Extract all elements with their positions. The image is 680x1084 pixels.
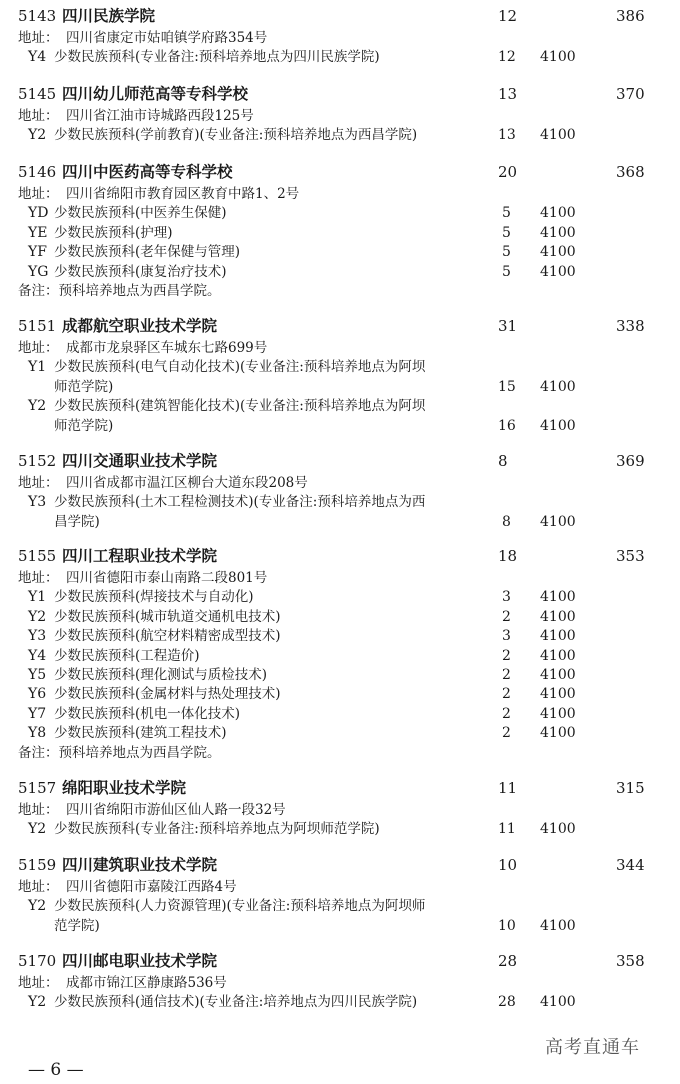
school-address: [0, 568, 680, 588]
school-note: [0, 743, 680, 763]
school-address: [0, 338, 680, 358]
school-header: [0, 6, 680, 26]
school-name: 四川建筑职业技术学院: [62, 856, 218, 874]
watermark: 高考直通车: [545, 1037, 640, 1058]
major-code: Y2: [28, 398, 47, 415]
school-address: [0, 28, 680, 48]
major-tuition: 4100: [540, 513, 576, 530]
major-row: [0, 512, 680, 532]
major-name: 少数民族预科(建筑智能化技术)(专业备注:预科培养地点为阿坝: [54, 398, 426, 415]
school-address: [0, 106, 680, 126]
school-plan-count: 12: [498, 7, 518, 25]
school-plan-count: 13: [498, 85, 518, 103]
major-row: [0, 607, 680, 627]
major-plan-count: 13: [498, 127, 516, 144]
address-label: 地址：: [18, 340, 59, 356]
major-name: 少数民族预科(金属材料与热处理技术): [54, 686, 281, 703]
major-name: 师范学院): [54, 417, 114, 434]
school-header: [0, 778, 680, 798]
major-row: [0, 396, 680, 416]
major-name: 少数民族预科(中医养生保健): [54, 205, 227, 222]
major-plan-count: 5: [502, 263, 511, 280]
school-min-score: 315: [616, 779, 645, 797]
major-name: 师范学院): [54, 378, 114, 395]
school-name: 成都航空职业技术学院: [62, 317, 218, 335]
school-min-score: 368: [616, 163, 645, 181]
major-tuition: 4100: [540, 589, 576, 606]
major-plan-count: 12: [498, 49, 516, 66]
major-row: [0, 646, 680, 666]
school-code: 5157: [18, 779, 57, 797]
school-min-score: 386: [616, 7, 645, 25]
major-tuition: 4100: [540, 647, 576, 664]
school-code: 5151: [18, 317, 57, 335]
school-address: [0, 473, 680, 493]
major-code: Y3: [28, 494, 47, 511]
major-tuition: 4100: [540, 917, 576, 934]
major-code: Y2: [28, 821, 47, 838]
note-text: 备注：预科培养地点为西昌学院。: [18, 283, 221, 299]
major-plan-count: 5: [502, 205, 511, 222]
major-code: Y2: [28, 127, 47, 144]
major-plan-count: 5: [502, 224, 511, 241]
major-tuition: 4100: [540, 608, 576, 625]
major-tuition: 4100: [540, 205, 576, 222]
address-value: 四川省绵阳市游仙区仙人路一段32号: [66, 802, 286, 818]
major-code: Y4: [28, 49, 47, 66]
major-name: 少数民族预科(理化测试与质检技术): [54, 667, 268, 683]
major-row: [0, 357, 680, 377]
address-value: 成都市龙泉驿区车城东七路699号: [66, 340, 268, 356]
major-plan-count: 3: [502, 589, 511, 606]
major-plan-count: 2: [502, 686, 511, 703]
major-row: [0, 665, 680, 685]
major-tuition: 4100: [540, 49, 576, 66]
major-row: [0, 203, 680, 223]
address-value: 四川省成都市温江区柳台大道东段208号: [66, 475, 308, 491]
major-name: 少数民族预科(专业备注:预科培养地点为四川民族学院): [54, 49, 380, 66]
major-tuition: 4100: [540, 417, 576, 434]
school-address: [0, 877, 680, 897]
school-header: [0, 451, 680, 471]
address-label: 地址：: [18, 186, 59, 202]
address-value: 四川省德阳市嘉陵江西路4号: [66, 879, 237, 895]
school-name: 四川交通职业技术学院: [62, 452, 218, 470]
major-tuition: 4100: [540, 821, 576, 838]
major-plan-count: 2: [502, 667, 511, 683]
address-value: 成都市锦江区静康路536号: [66, 975, 227, 991]
major-tuition: 4100: [540, 705, 576, 722]
address-label: 地址：: [18, 802, 59, 818]
major-plan-count: 10: [498, 917, 516, 934]
major-row: [0, 242, 680, 262]
page-number: — 6 —: [28, 1060, 84, 1080]
school-min-score: 344: [616, 856, 645, 874]
school-plan-count: 11: [498, 779, 518, 797]
major-plan-count: 11: [498, 821, 516, 838]
major-row: [0, 262, 680, 282]
major-code: YF: [28, 244, 47, 261]
major-code: Y2: [28, 608, 47, 625]
school-code: 5145: [18, 85, 57, 103]
major-row: [0, 492, 680, 512]
major-name: 少数民族预科(护理): [54, 224, 173, 241]
major-plan-count: 2: [502, 608, 511, 625]
school-address: [0, 973, 680, 993]
major-name: 少数民族预科(康复治疗技术): [54, 263, 227, 280]
school-code: 5155: [18, 547, 57, 565]
address-label: 地址：: [18, 879, 59, 895]
address-label: 地址：: [18, 475, 59, 491]
address-value: 四川省德阳市泰山南路二段801号: [66, 570, 268, 586]
major-row: [0, 896, 680, 916]
major-tuition: 4100: [540, 994, 576, 1011]
major-tuition: 4100: [540, 628, 576, 645]
note-text: 备注：预科培养地点为西昌学院。: [18, 744, 221, 761]
school-min-score: 338: [616, 317, 645, 335]
major-row: [0, 377, 680, 397]
major-name: 少数民族预科(建筑工程技术): [54, 725, 227, 742]
school-code: 5146: [18, 163, 57, 181]
school-min-score: 358: [616, 952, 645, 970]
major-plan-count: 2: [502, 725, 511, 742]
school-plan-count: 31: [498, 317, 518, 335]
major-code: Y2: [28, 898, 47, 915]
major-row: [0, 47, 680, 67]
school-plan-count: 10: [498, 856, 518, 874]
school-code: 5152: [18, 452, 57, 470]
school-header: [0, 84, 680, 104]
school-name: 四川中医药高等专科学校: [62, 163, 233, 181]
major-code: Y6: [28, 686, 47, 703]
major-code: Y3: [28, 628, 47, 645]
school-plan-count: 8: [498, 452, 508, 470]
major-code: Y1: [28, 359, 47, 376]
school-header: [0, 162, 680, 182]
major-name: 昌学院): [54, 513, 100, 530]
major-name: 少数民族预科(人力资源管理)(专业备注:预科培养地点为阿坝师: [54, 898, 426, 915]
major-plan-count: 3: [502, 628, 511, 645]
major-row: [0, 704, 680, 724]
major-row: [0, 992, 680, 1012]
major-name: 少数民族预科(城市轨道交通机电技术): [54, 608, 281, 625]
address-label: 地址：: [18, 570, 59, 586]
major-row: [0, 626, 680, 646]
school-plan-count: 18: [498, 547, 518, 565]
major-tuition: 4100: [540, 263, 576, 280]
major-name: 少数民族预科(专业备注:预科培养地点为阿坝师范学院): [54, 821, 380, 838]
major-code: Y5: [28, 667, 47, 683]
school-plan-count: 20: [498, 163, 518, 181]
major-row: [0, 684, 680, 704]
school-name: 四川民族学院: [62, 7, 156, 25]
address-label: 地址：: [18, 975, 59, 991]
major-row: [0, 723, 680, 743]
school-min-score: 370: [616, 85, 645, 103]
major-name: 少数民族预科(老年保健与管理): [54, 244, 241, 261]
school-note: [0, 281, 680, 301]
school-header: [0, 951, 680, 971]
school-min-score: 353: [616, 547, 645, 565]
major-plan-count: 2: [502, 647, 511, 664]
school-address: [0, 800, 680, 820]
major-tuition: 4100: [540, 725, 576, 742]
major-name: 少数民族预科(学前教育)(专业备注:预科培养地点为西昌学院): [54, 127, 418, 144]
school-name: 四川工程职业技术学院: [62, 547, 218, 565]
major-name: 少数民族预科(焊接技术与自动化): [54, 589, 254, 606]
address-label: 地址：: [18, 30, 59, 46]
address-value: 四川省江油市诗城路西段125号: [66, 108, 254, 124]
major-plan-count: 28: [498, 994, 516, 1011]
major-name: 少数民族预科(航空材料精密成型技术): [54, 628, 281, 645]
school-header: [0, 855, 680, 875]
major-code: YG: [28, 263, 49, 280]
school-code: 5159: [18, 856, 57, 874]
school-name: 四川幼儿师范高等专科学校: [62, 85, 249, 103]
major-name: 少数民族预科(电气自动化技术)(专业备注:预科培养地点为阿坝: [54, 359, 426, 376]
school-code: 5170: [18, 952, 57, 970]
major-row: [0, 916, 680, 936]
major-code: Y1: [28, 589, 47, 606]
major-plan-count: 5: [502, 244, 511, 261]
major-code: YE: [28, 224, 48, 241]
major-code: Y7: [28, 705, 47, 722]
major-code: Y8: [28, 725, 47, 742]
school-header: [0, 546, 680, 566]
major-name: 少数民族预科(机电一体化技术): [54, 705, 241, 722]
school-address: [0, 184, 680, 204]
school-name: 绵阳职业技术学院: [62, 779, 187, 797]
major-code: YD: [28, 205, 49, 222]
major-row: [0, 223, 680, 243]
major-name: 少数民族预科(土木工程检测技术)(专业备注:预科培养地点为西: [54, 494, 426, 511]
address-label: 地址：: [18, 108, 59, 124]
major-tuition: 4100: [540, 244, 576, 261]
major-tuition: 4100: [540, 224, 576, 241]
major-name: 少数民族预科(工程造价): [54, 647, 200, 664]
major-code: Y2: [28, 994, 47, 1011]
major-tuition: 4100: [540, 127, 576, 144]
major-plan-count: 15: [498, 378, 516, 395]
major-plan-count: 16: [498, 417, 516, 434]
major-plan-count: 8: [502, 513, 511, 530]
school-min-score: 369: [616, 452, 645, 470]
address-value: 四川省绵阳市教育园区教育中路1、2号: [66, 186, 300, 202]
school-header: [0, 316, 680, 336]
major-tuition: 4100: [540, 686, 576, 703]
major-tuition: 4100: [540, 378, 576, 395]
major-plan-count: 2: [502, 705, 511, 722]
major-row: [0, 587, 680, 607]
major-name: 范学院): [54, 917, 100, 934]
major-row: [0, 819, 680, 839]
major-name: 少数民族预科(通信技术)(专业备注:培养地点为四川民族学院): [54, 994, 418, 1011]
major-tuition: 4100: [540, 667, 576, 683]
major-row: [0, 125, 680, 145]
address-value: 四川省康定市姑咱镇学府路354号: [66, 30, 268, 46]
school-name: 四川邮电职业技术学院: [62, 952, 218, 970]
major-code: Y4: [28, 647, 47, 664]
school-code: 5143: [18, 7, 57, 25]
school-plan-count: 28: [498, 952, 518, 970]
major-row: [0, 416, 680, 436]
